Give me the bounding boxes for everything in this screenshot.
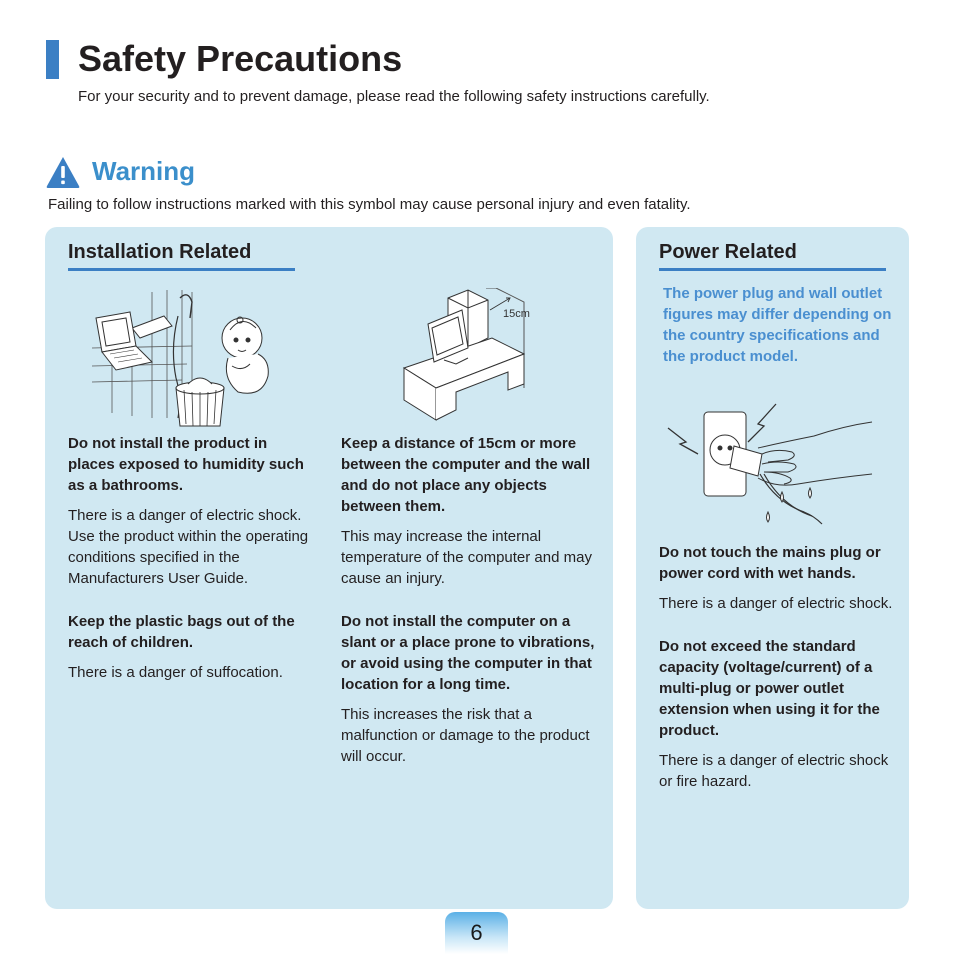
computer-distance-illustration (396, 288, 546, 428)
wet-hands-warning: Do not touch the mains plug or power cord with wet hands. (659, 544, 881, 582)
power-note: The power plug and wall outlet figures may differ depending on the country specifications and the product model. (663, 285, 892, 365)
wet-hand-plug-illustration (664, 402, 878, 528)
warning-description: Failing to follow instructions marked with this symbol may cause personal injury and even fatality. (48, 196, 691, 213)
humidity-detail: There is a danger of electric shock. Use the product within the operating conditions specified in the Manufacturers User Guide. (68, 507, 309, 587)
plastic-bag-detail: There is a danger of suffocation. (68, 664, 283, 681)
power-col (659, 542, 894, 792)
bathroom-laptop-illustration (92, 288, 282, 428)
title-accent-bar (46, 40, 59, 79)
installation-col2 (341, 433, 596, 767)
slant-warning: Do not install the computer on a slant or a place prone to vibrations, or avoid using the computer in that location for a long time. (341, 613, 595, 693)
plastic-bag-warning: Keep the plastic bags out of the reach of children. (68, 613, 295, 651)
page-subtitle: For your security and to prevent damage, please read the following safety instructions carefully. (78, 88, 710, 105)
page-number: 6 (470, 920, 483, 945)
power-heading-rule (659, 268, 886, 271)
distance-label: 15cm (503, 308, 530, 320)
humidity-warning: Do not install the product in places exposed to humidity such as a bathrooms. (68, 435, 304, 494)
capacity-detail: There is a danger of electric shock or fire hazard. (659, 752, 889, 790)
slant-detail: This increases the risk that a malfunction or damage to the product will occur. (341, 706, 590, 765)
wet-hands-detail: There is a danger of electric shock. (659, 595, 893, 612)
installation-heading: Installation Related (68, 241, 252, 263)
distance-detail: This may increase the internal temperature of the computer and may cause an injury. (341, 528, 592, 587)
warning-heading: Warning (92, 156, 196, 186)
power-heading: Power Related (659, 241, 797, 263)
warning-triangle-icon (45, 155, 81, 189)
installation-heading-rule (68, 268, 295, 271)
installation-col1 (68, 433, 318, 683)
page-title: Safety Precautions (78, 38, 403, 79)
capacity-warning: Do not exceed the standard capacity (voltage/current) of a multi-plug or power outlet extension when using it for the product. (659, 638, 880, 739)
distance-warning: Keep a distance of 15cm or more between the computer and the wall and do not place any objects between them. (341, 435, 591, 515)
